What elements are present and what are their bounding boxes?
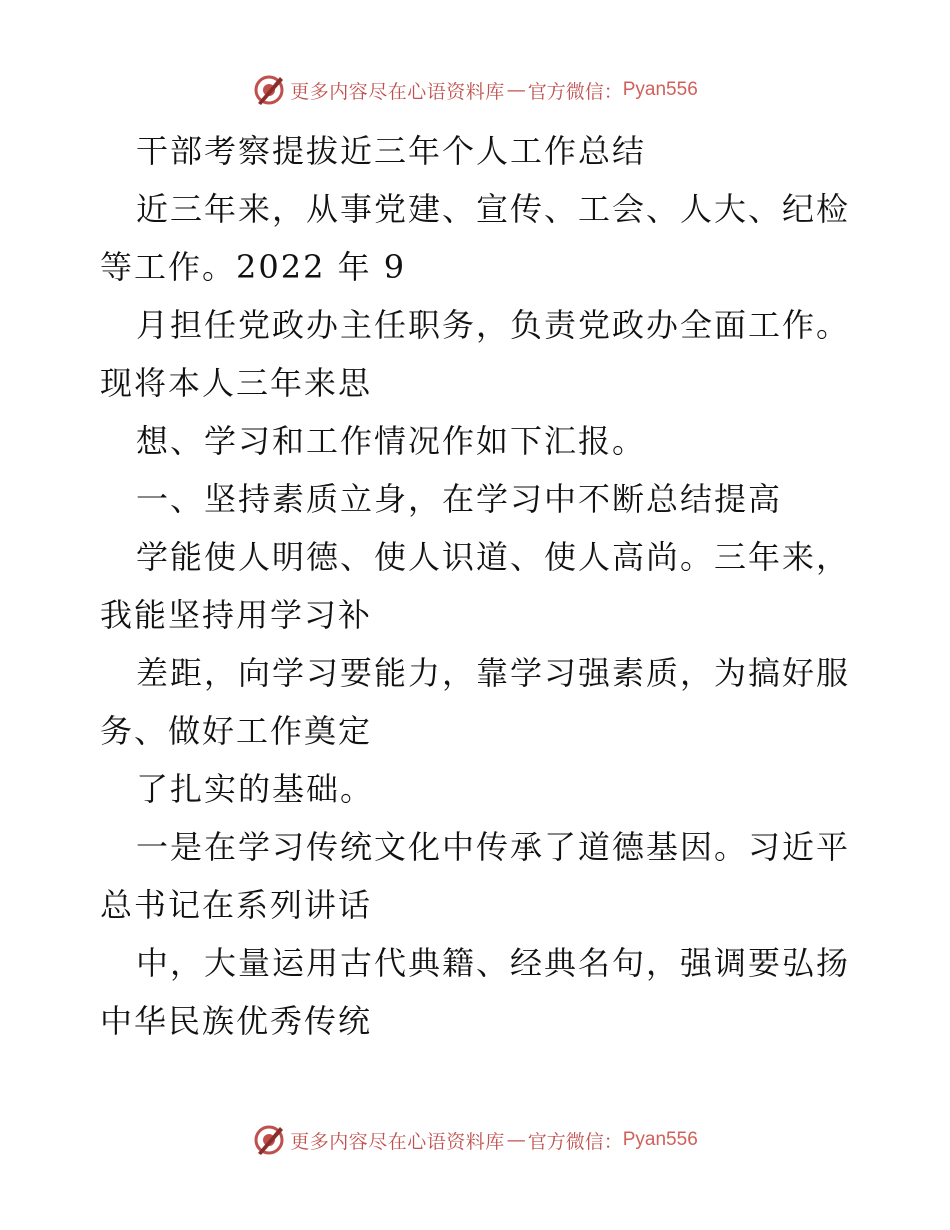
text-line: 总书记在系列讲话 bbox=[100, 886, 373, 924]
banner-separator: — bbox=[506, 79, 526, 101]
document-body bbox=[100, 122, 860, 1050]
footer-watermark-banner bbox=[0, 1120, 950, 1160]
text-line: 现将本人三年来思 bbox=[100, 364, 373, 402]
text-line: 中华民族优秀传统 bbox=[100, 1002, 373, 1040]
banner-site-text: 更多内容尽在心语资料库 bbox=[290, 1130, 505, 1153]
banner-wechat-id: Pyan556 bbox=[622, 79, 698, 100]
text-line: 一是在学习传统文化中传承了道德基因。习近平 bbox=[136, 828, 851, 866]
text-line: 务、做好工作奠定 bbox=[100, 712, 373, 750]
banner-wechat-label: 官方微信： bbox=[527, 1130, 623, 1153]
banner-separator: — bbox=[506, 1129, 526, 1151]
text-line: 学能使人明德、使人识道、使人高尚。三年来， bbox=[136, 538, 851, 576]
text-line: 了扎实的基础。 bbox=[136, 770, 375, 808]
text-line: 中，大量运用古代典籍、经典名句，强调要弘扬 bbox=[136, 944, 851, 982]
document-title: 干部考察提拔近三年个人工作总结 bbox=[136, 132, 647, 170]
text-line: 等工作。2022 年 9 bbox=[100, 248, 407, 286]
text-line: 月担任党政办主任职务，负责党政办全面工作。 bbox=[136, 306, 851, 344]
header-watermark-banner bbox=[0, 70, 950, 110]
banner-wechat-id: Pyan556 bbox=[622, 1129, 698, 1150]
text-line: 差距，向学习要能力，靠学习强素质，为搞好服 bbox=[136, 654, 851, 692]
text-line: 我能坚持用学习补 bbox=[100, 596, 373, 634]
text-line: 一、坚持素质立身，在学习中不断总结提高 bbox=[136, 480, 783, 518]
text-line: 想、学习和工作情况作如下汇报。 bbox=[136, 422, 647, 460]
text-line: 近三年来，从事党建、宣传、工会、人大、纪检 bbox=[136, 190, 851, 228]
banner-site-text: 更多内容尽在心语资料库 bbox=[290, 80, 505, 103]
quill-circle-logo-icon bbox=[252, 1123, 286, 1157]
banner-wechat-label: 官方微信： bbox=[527, 80, 623, 103]
quill-circle-logo-icon bbox=[252, 73, 286, 107]
